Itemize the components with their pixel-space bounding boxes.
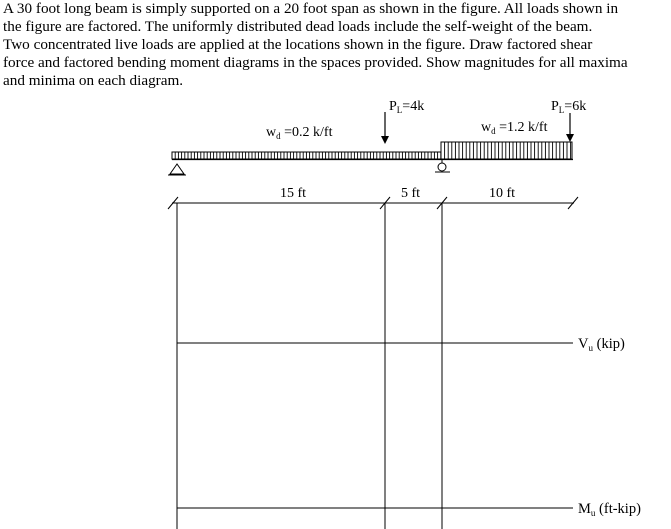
pl2-label: $P_L=6k$ [551, 99, 587, 115]
shear-diagram-label: $V_u$ (kip) [578, 336, 625, 353]
dimension-15ft: 15 ft [280, 186, 307, 201]
problem-line: force and factored bending moment diagrams in the spaces provided. Show magnitudes for all maxima [3, 54, 628, 71]
distributed-load-wd1 [172, 152, 441, 159]
wd2-label: $w_d =1.2$ k/ft [481, 120, 548, 136]
problem-line: the figure are factored. The uniformly distributed dead loads include the self-weight of the beam. [3, 18, 593, 35]
wd1-label: $w_d =0.2$ k/ft [266, 125, 333, 141]
pl1-arrow-head [381, 136, 389, 144]
distributed-load-wd2 [441, 142, 572, 159]
roller-support [435, 160, 450, 172]
pin-support [168, 164, 186, 175]
point-load-pl1 [381, 99, 424, 144]
dimension-10ft: 10 ft [489, 186, 516, 201]
dimension-5ft: 5 ft [401, 186, 421, 201]
problem-line: A 30 foot long beam is simply supported on a 20 foot span as shown in the figure. All loads shown in [3, 0, 619, 17]
moment-diagram-label: $M_u$ (ft-kip) [578, 501, 641, 518]
point-load-pl2 [551, 99, 586, 142]
problem-line: Two concentrated live loads are applied at the locations shown in the figure. Draw factored shear [3, 36, 593, 53]
pl1-label: $P_L=4k$ [389, 99, 425, 115]
dimension-line [168, 186, 578, 209]
wd1-hatch [175, 152, 441, 159]
wd2-hatch [445, 142, 571, 159]
problem-line: and minima on each diagram. [3, 72, 184, 89]
diagram-grid [177, 203, 573, 529]
pl2-arrow-head [566, 134, 574, 142]
